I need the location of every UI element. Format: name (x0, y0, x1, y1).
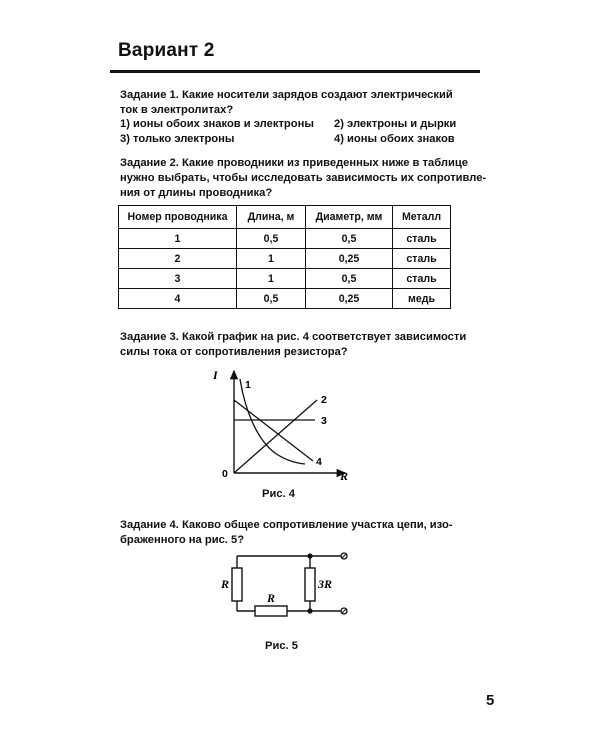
resistor-right (305, 568, 315, 601)
junction-dot-bottom (307, 608, 312, 613)
task2-text-line2: нужно выбрать, чтобы исследовать зависимость их сопротивле- (120, 172, 487, 184)
table-cell: 3 (119, 269, 237, 289)
graph-curve-1 (240, 379, 305, 464)
table-cell: сталь (393, 269, 451, 289)
origin-label: 0 (222, 468, 228, 480)
table-row (119, 229, 451, 249)
table-row (119, 249, 451, 269)
figure-4-graph (205, 365, 355, 480)
table-header: Длина, м (237, 206, 306, 229)
curve-label-2: 2 (321, 394, 327, 406)
resistor-bottom (255, 606, 287, 616)
task1-text-line2: ток в электролитах? (120, 104, 234, 116)
curve-label-1: 1 (245, 379, 251, 391)
conductors-table (118, 205, 451, 309)
table-header-row (119, 206, 451, 229)
table-cell: 1 (237, 249, 306, 269)
task1-option-2: 2) электроны и дырки (334, 118, 457, 130)
task2-text-line1: Задание 2. Какие проводники из приведенных ниже в таблице (120, 157, 468, 169)
resistor-bottom-label: R (267, 591, 276, 605)
task1-text-line1: Задание 1. Какие носители зарядов создают электрический (120, 89, 453, 101)
table-cell: 4 (119, 289, 237, 309)
table-cell: медь (393, 289, 451, 309)
curve-label-4: 4 (316, 456, 322, 468)
page-title: Вариант 2 (118, 40, 215, 61)
task1-option-4: 4) ионы обоих знаков (334, 133, 455, 145)
figure-4-caption: Рис. 4 (262, 488, 295, 500)
resistor-left-label: R (221, 577, 230, 591)
table-header: Диаметр, мм (306, 206, 393, 229)
table-header: Номер проводника (119, 206, 237, 229)
task2-text-line3: ния от длины проводника? (120, 187, 273, 199)
task3-text-line1: Задание 3. Какой график на рис. 4 соответствует зависимости (120, 331, 467, 343)
table-cell: 1 (237, 269, 306, 289)
graph-line-2 (234, 400, 317, 473)
table-cell: 0,5 (237, 229, 306, 249)
figure-5-circuit (210, 548, 360, 630)
table-cell: 0,5 (237, 289, 306, 309)
table-header: Металл (393, 206, 451, 229)
table-cell: сталь (393, 229, 451, 249)
figure-5-caption: Рис. 5 (265, 640, 298, 652)
junction-dot-top (307, 553, 312, 558)
x-axis-label: R (340, 469, 349, 480)
resistor-left (232, 568, 242, 601)
resistor-right-label: 3R (318, 577, 333, 591)
page-number: 5 (486, 692, 495, 709)
curve-label-3: 3 (321, 415, 327, 427)
table-cell: 0,25 (306, 289, 393, 309)
title-divider (110, 70, 480, 73)
task4-text-line2: браженного на рис. 5? (120, 534, 245, 546)
y-axis-label: I (213, 368, 218, 382)
task4-text-line1: Задание 4. Каково общее сопротивление участка цепи, изо- (120, 519, 453, 531)
task1-option-3: 3) только электроны (120, 133, 235, 145)
table-row (119, 289, 451, 309)
table-row (119, 269, 451, 289)
task3-text-line2: силы тока от сопротивления резистора? (120, 346, 348, 358)
task1-option-1: 1) ионы обоих знаков и электроны (120, 118, 314, 130)
table-cell: сталь (393, 249, 451, 269)
table-cell: 0,25 (306, 249, 393, 269)
table-cell: 1 (119, 229, 237, 249)
table-cell: 0,5 (306, 229, 393, 249)
table-cell: 2 (119, 249, 237, 269)
table-cell: 0,5 (306, 269, 393, 289)
